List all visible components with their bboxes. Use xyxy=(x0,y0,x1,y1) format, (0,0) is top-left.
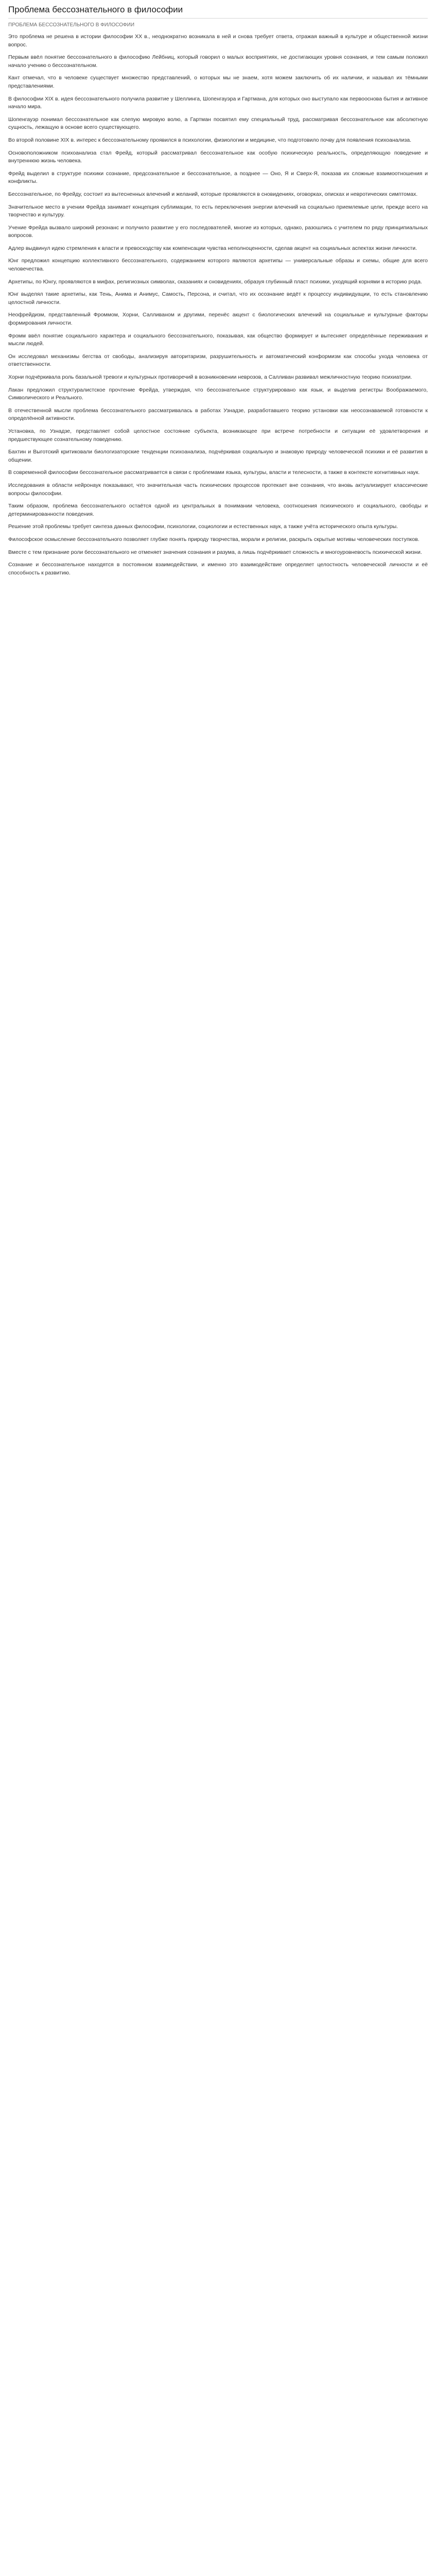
article-paragraph: Фрейд выделил в структуре психики сознание, предсознательное и бессознательное, а позднее — Оно, Я и Сверх-Я, показав их сложные взаимоотношения и конфликты. xyxy=(8,170,428,185)
article-paragraph: Значительное место в учении Фрейда занимает концепция сублимации, то есть переключения энергии влечений на социально приемлемые цели, прежде всего на творчество и культуру. xyxy=(8,204,428,218)
article-paragraph: Лакан предложил структуралистское прочтение Фрейда, утверждая, что бессознательное структурировано как язык, и выделив регистры Воображаемого, Символического и Реального. xyxy=(8,386,428,401)
article-paragraph: В отечественной мысли проблема бессознательного рассматривалась в работах Узнадзе, разработавшего теорию установки как неосознаваемой готовности к определённой активности. xyxy=(8,407,428,422)
article-paragraph: Шопенгауэр понимал бессознательное как слепую мировую волю, а Гартман посвятил ему специальный труд, рассматривая бессознательное как абсолютную сущность, лежащую в основе всего существующего. xyxy=(8,116,428,131)
article-paragraph: Исследования в области нейронаук показывают, что значительная часть психических процессов протекает вне сознания, что вновь актуализирует классические вопросы философии. xyxy=(8,482,428,497)
article-paragraph: Таким образом, проблема бессознательного остаётся одной из центральных в понимании человека, соотношения психического и социального, свободы и детерминированности поведения. xyxy=(8,503,428,517)
article-paragraph: Во второй половине XIX в. интерес к бессознательному проявился в психологии, физиологии и медицине, что подготовило почву для появления психоанализа. xyxy=(8,137,412,143)
article-paragraph: Юнг предложил концепцию коллективного бессознательного, содержанием которого являются архетипы — универсальные образы и схемы, общие для всего человечества. xyxy=(8,258,428,273)
article-paragraph: Решение этой проблемы требует синтеза данных философии, психологии, социологии и естественных наук, а также учёта исторического опыта культуры. xyxy=(8,523,398,530)
article-paragraph: Неофрейдизм, представленный Фроммом, Хорни, Салливаном и другими, перенёс акцент с биологических влечений на социальные и культурные факторы формирования личности. xyxy=(8,312,428,327)
article-paragraph: Бессознательное, по Фрейду, состоит из вытесненных влечений и желаний, которые проявляются в сновидениях, оговорках, описках и невротических симптомах. xyxy=(8,191,418,197)
article-paragraph: Фромм ввёл понятие социального характера и социального бессознательного, показывая, как общество формирует и вытесняет определённые переживания и мысли людей. xyxy=(8,332,428,347)
article-paragraph: Юнг выделял такие архетипы, как Тень, Анима и Анимус, Самость, Персона, и считал, что их осознание ведёт к процессу индивидуации, то есть становлению целостной личности. xyxy=(8,291,428,306)
article-paragraph: Архетипы, по Юнгу, проявляются в мифах, религиозных символах, сказаниях и сновидениях, образуя глубинный пласт психики, уходящий корнями в историю рода. xyxy=(8,278,422,285)
article-body xyxy=(8,33,428,577)
article-paragraph: Основоположником психоанализа стал Фрейд, который рассматривал бессознательное как особую психическую реальность, определяющую поведение и внутреннюю жизнь человека. xyxy=(8,149,428,164)
article-paragraph: Философское осмысление бессознательного позволяет глубже понять природу творчества, морали и религии, раскрыть скрытые мотивы человеческих поступков. xyxy=(8,536,420,543)
article-title: Проблема бессознательного в философии xyxy=(8,4,428,19)
article-paragraph: В современной философии бессознательное рассматривается в связи с проблемами языка, культуры, власти и телесности, а также в контексте когнитивных наук. xyxy=(8,469,420,476)
article-paragraph: Адлер выдвинул идею стремления к власти и превосходству как компенсации чувства неполноценности, сделав акцент на социальных аспектах жизни личности. xyxy=(8,245,417,251)
article-paragraph: Первым ввёл понятие бессознательного в философию Лейбниц, который говорил о малых восприятиях, не достигающих уровня сознания, и тем самым положил начало учению о бессознательном. xyxy=(8,54,428,69)
article-paragraph: Хорни подчёркивала роль базальной тревоги и культурных противоречий в возникновении неврозов, а Салливан развивал межличностную теорию психиатрии. xyxy=(8,374,412,380)
article-paragraph: В философии XIX в. идея бессознательного получила развитие у Шеллинга, Шопенгауэра и Гартмана, для которых оно выступало как первооснова бытия и активное начало мира. xyxy=(8,95,428,110)
article-paragraph: Установка, по Узнадзе, представляет собой целостное состояние субъекта, возникающее при встрече потребности и ситуации её удовлетворения и предшествующее сознательному поведению. xyxy=(8,428,428,443)
article-paragraph: Кант отмечал, что в человеке существует множество представлений, о которых мы не знаем, хотя можем заключить об их наличии, и называл их тёмными представлениями. xyxy=(8,75,428,89)
article-paragraph: Вместе с тем признание роли бессознательного не отменяет значения сознания и разума, а лишь подчёркивает сложность и многоуровневость психической жизни. xyxy=(8,549,422,555)
article-paragraph: Учение Фрейда вызвало широкий резонанс и получило развитие у его последователей, многие из которых, однако, разошлись с учителем по ряду принципиальных вопросов. xyxy=(8,224,428,239)
article-paragraph: Это проблема не решена в истории философии XX в., неоднократно возникала в ней и снова требует ответа, отражая важный в культуре и общественной жизни вопрос. xyxy=(8,33,428,48)
article-paragraph: Он исследовал механизмы бегства от свободы, анализируя авторитаризм, разрушительность и автоматический конформизм как способы ухода человека от ответственности. xyxy=(8,353,428,368)
article-paragraph: Бахтин и Выготский критиковали биологизаторские тенденции психоанализа, подчёркивая социальную и знаковую природу человеческой психики и её развития в общении. xyxy=(8,449,428,463)
article-paragraph: Сознание и бессознательное находятся в постоянном взаимодействии, и именно это взаимодействие определяет целостность человеческой личности и её способность к развитию. xyxy=(8,562,428,576)
article-subtitle: ПРОБЛЕМА БЕССОЗНАТЕЛЬНОГО В ФИЛОСОФИИ xyxy=(8,22,135,28)
